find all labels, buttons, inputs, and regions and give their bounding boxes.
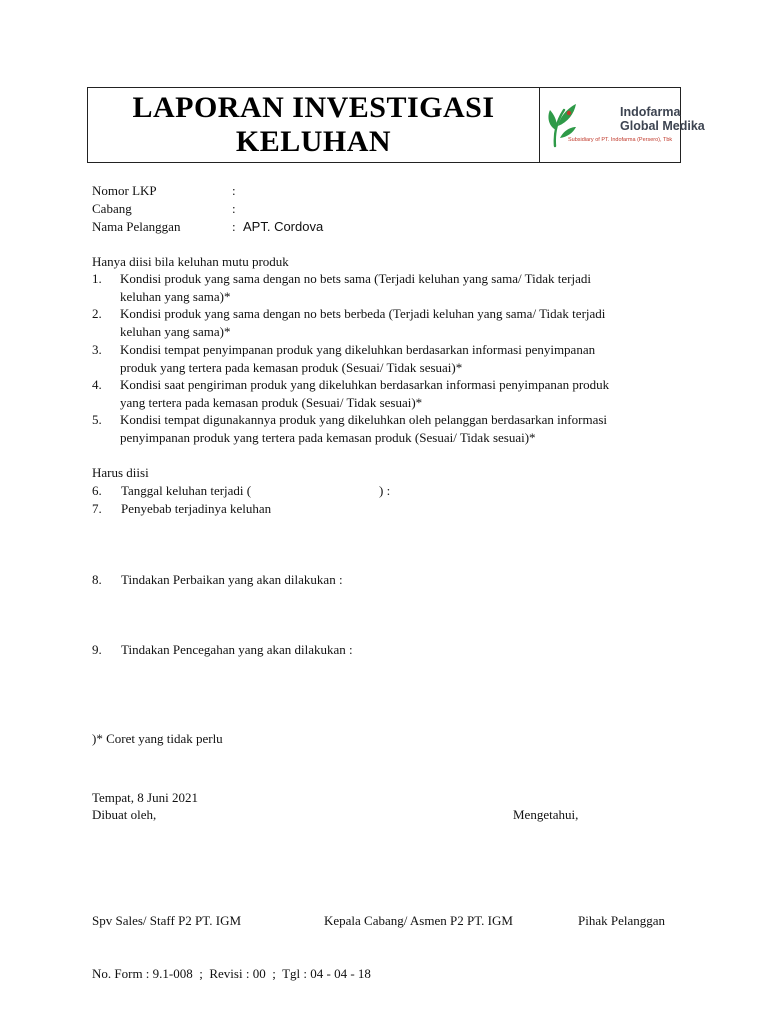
document-title-line1: LAPORAN INVESTIGASI — [132, 91, 495, 124]
field-label-nomor-lkp: Nomor LKP — [92, 183, 157, 198]
item1-number: 1. — [92, 271, 102, 286]
form-footer: No. Form : 9.1-008 ; Revisi : 00 ; Tgl : 04 - 04 - 18 — [92, 966, 371, 981]
item3-line1: Kondisi tempat penyimpanan produk yang dikeluhkan berdasarkan informasi penyimpanan — [120, 342, 596, 357]
field-value-nama-pelanggan: APT. Cordova — [243, 219, 324, 234]
item4-line2: yang tertera pada kemasan produk (Sesuai/ Tidak sesuai)* — [120, 395, 423, 410]
item5-line1: Kondisi tempat digunakannya produk yang dikeluhkan oleh pelanggan berdasarkan informasi — [120, 412, 608, 427]
item5-line2: penyimpanan produk yang tertera pada kemasan produk (Sesuai/ Tidak sesuai)* — [120, 430, 536, 445]
item6-number: 6. — [92, 483, 102, 498]
item9-number: 9. — [92, 642, 102, 657]
item1-line2: keluhan yang sama)* — [120, 289, 231, 304]
field-sep-nomor-lkp: : — [232, 183, 236, 198]
title-cell — [88, 88, 540, 162]
place-date: Tempat, 8 Juni 2021 — [92, 790, 198, 805]
field-label-cabang: Cabang — [92, 201, 132, 216]
item8-text: Tindakan Perbaikan yang akan dilakukan : — [121, 572, 343, 587]
item7-text: Penyebab terjadinya keluhan — [121, 501, 272, 516]
logo-name-line1: Indofarma — [620, 105, 681, 119]
item6-close: ) : — [379, 483, 391, 498]
item5-number: 5. — [92, 412, 102, 427]
item2-number: 2. — [92, 306, 102, 321]
section1-intro: Hanya diisi bila keluhan mutu produk — [92, 254, 289, 269]
item9-text: Tindakan Pencegahan yang akan dilakukan : — [121, 642, 353, 657]
item7-number: 7. — [92, 501, 102, 516]
item3-number: 3. — [92, 342, 102, 357]
item2-line2: keluhan yang sama)* — [120, 324, 231, 339]
signature-kepala-cabang: Kepala Cabang/ Asmen P2 PT. IGM — [324, 913, 513, 928]
note-text: )* Coret yang tidak perlu — [92, 731, 223, 746]
signature-pihak-pelanggan: Pihak Pelanggan — [578, 913, 666, 928]
header-box — [87, 87, 705, 163]
item4-number: 4. — [92, 377, 102, 392]
signature-spv-sales: Spv Sales/ Staff P2 PT. IGM — [92, 913, 242, 928]
document-title-line2: KELUHAN — [235, 125, 392, 158]
field-sep-nama-pelanggan: : — [232, 219, 236, 234]
item4-line1: Kondisi saat pengiriman produk yang dikeluhkan berdasarkan informasi penyimpanan produk — [120, 377, 610, 392]
company-logo — [540, 88, 705, 162]
item1-line1: Kondisi produk yang sama dengan no bets sama (Terjadi keluhan yang sama/ Tidak terjadi — [120, 271, 591, 286]
item6-text: Tanggal keluhan terjadi ( — [121, 483, 252, 498]
logo-name-line2: Global Medika — [620, 119, 705, 133]
made-by-label: Dibuat oleh, — [92, 807, 157, 822]
acknowledged-label: Mengetahui, — [513, 807, 579, 822]
field-label-nama-pelanggan: Nama Pelanggan — [92, 219, 181, 234]
item8-number: 8. — [92, 572, 102, 587]
section2-intro: Harus diisi — [92, 465, 149, 480]
item3-line2: produk yang tertera pada kemasan produk (Sesuai/ Tidak sesuai)* — [120, 360, 463, 375]
field-sep-cabang: : — [232, 201, 236, 216]
logo-subtitle: Subsidiary of PT. Indofarma (Persero), Tbk — [568, 137, 673, 143]
item2-line1: Kondisi produk yang sama dengan no bets berbeda (Terjadi keluhan yang sama/ Tidak terjadi — [120, 306, 606, 321]
